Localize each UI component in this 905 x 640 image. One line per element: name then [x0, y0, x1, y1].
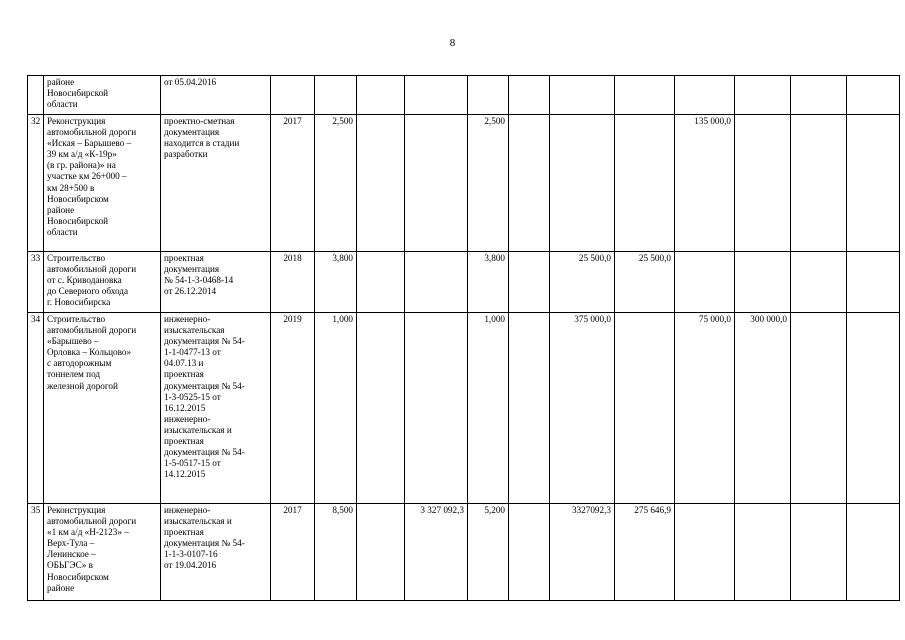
value-col-6-cell [791, 252, 847, 313]
object-name-line: 39 км а/д «К-19р» [47, 149, 117, 160]
documentation-line: 1-1-3-0107-16 [164, 549, 218, 560]
documentation-line: находится в стадии [164, 138, 240, 149]
length-col-cell [357, 504, 405, 601]
length-stage-cell: 3,800 [468, 252, 509, 313]
row-number-cell: 34 [28, 313, 44, 504]
value-col-4-cell [675, 504, 735, 601]
row-number-cell: 33 [28, 252, 44, 313]
value-col-1-cell [509, 313, 550, 504]
object-name-line: районе [47, 582, 75, 593]
value-col-5-cell [735, 76, 791, 115]
object-name-line: Верх-Тула – [47, 538, 95, 549]
object-name-line: от с. Криводановка [47, 275, 122, 286]
documentation-line: документация № 54- [164, 538, 245, 549]
documentation-line: изыскательская и [164, 424, 232, 435]
object-name-line: железной дорогой [47, 380, 118, 391]
length-col-cell [357, 252, 405, 313]
object-name-line: тоннелем под [47, 369, 101, 380]
documentation-cell [161, 76, 271, 115]
length-stage-cell: 5,200 [468, 504, 509, 601]
documentation-line: 14.12.2015 [164, 469, 206, 480]
row-number-cell: 32 [28, 115, 44, 252]
value-col-6-cell [791, 504, 847, 601]
documentation-line: инженерно- [164, 314, 211, 324]
value-col-3-cell [615, 313, 675, 504]
object-name-line: км 28+500 в [47, 182, 95, 193]
documentation-line: № 54-1-3-0468-14 [164, 275, 234, 286]
documentation-line: изыскательская и [164, 516, 232, 527]
value-col-3-cell: 275 646,9 [615, 504, 675, 601]
object-name-line: области [47, 99, 78, 110]
investment-table [27, 75, 900, 601]
object-name-line: районе [47, 204, 75, 215]
value-col-1-cell [509, 76, 550, 115]
value-col-6-cell [791, 76, 847, 115]
object-name-line: с автодорожным [47, 358, 112, 369]
value-col-1-cell [509, 252, 550, 313]
documentation-line: инженерно- [164, 413, 211, 424]
value-col-1-cell [509, 504, 550, 601]
table-row [28, 504, 900, 601]
documentation-line: инженерно- [164, 505, 211, 515]
object-name-line: Орловка – Кольцово» [47, 347, 132, 358]
object-name-line: автомобильной дороги [47, 127, 137, 138]
object-name-cell [44, 76, 161, 115]
table-row [28, 76, 900, 115]
year-cell: 2017 [271, 504, 315, 601]
object-name-line: Реконструкция [47, 505, 106, 515]
length-col-cell [357, 313, 405, 504]
object-name-cell [44, 313, 161, 504]
value-col-2-cell: 375 000,0 [550, 313, 615, 504]
object-name-line: автомобильной дороги [47, 516, 137, 527]
length-col-cell [357, 115, 405, 252]
object-name-cell [44, 252, 161, 313]
value-col-4-cell: 135 000,0 [675, 115, 735, 252]
empty-cell [847, 504, 900, 601]
value-col-4-cell [675, 76, 735, 115]
empty-cell [847, 76, 900, 115]
object-name-line: «Иская – Барышево – [47, 138, 132, 149]
year-cell: 2017 [271, 115, 315, 252]
documentation-line: документация № 54- [164, 447, 245, 458]
empty-cell [847, 252, 900, 313]
value-col-1-cell [509, 115, 550, 252]
value-col-3-cell: 25 500,0 [615, 252, 675, 313]
documentation-line: 1-3-0525-15 от [164, 391, 221, 402]
year-cell: 2018 [271, 252, 315, 313]
value-col-2-cell: 25 500,0 [550, 252, 615, 313]
cost-total-cell [405, 252, 468, 313]
length-col-cell [357, 76, 405, 115]
documentation-line: 16.12.2015 [164, 402, 206, 413]
object-name-cell [44, 115, 161, 252]
object-name-line: Новосибирской [47, 88, 109, 99]
object-name-line: Новосибирской [47, 215, 109, 226]
value-col-4-cell: 75 000,0 [675, 313, 735, 504]
object-name-line: Строительство [47, 314, 106, 324]
object-name-cell [44, 504, 161, 601]
cost-total-cell [405, 313, 468, 504]
object-name-line: Новосибирском [47, 193, 109, 204]
documentation-line: 1-5-0517-15 от [164, 458, 221, 469]
documentation-line: документация [164, 127, 220, 138]
documentation-cell [161, 313, 271, 504]
value-col-3-cell [615, 115, 675, 252]
documentation-line: проектная [164, 253, 204, 263]
year-cell: 2019 [271, 313, 315, 504]
object-name-line: «1 км а/д «Н-2123» – [47, 527, 129, 538]
documentation-line: разработки [164, 149, 208, 160]
empty-cell [847, 313, 900, 504]
documentation-line: от 05.04.2016 [164, 77, 217, 87]
object-name-line: автомобильной дороги [47, 264, 137, 275]
value-col-5-cell: 300 000,0 [735, 313, 791, 504]
documentation-line: от 19.04.2016 [164, 560, 217, 571]
cost-total-cell [405, 115, 468, 252]
row-number-cell [28, 76, 44, 115]
object-name-line: (в гр. района)» на [47, 160, 116, 171]
object-name-line: Реконструкция [47, 116, 106, 126]
length-total-cell: 8,500 [315, 504, 357, 601]
value-col-3-cell [615, 76, 675, 115]
documentation-cell [161, 504, 271, 601]
documentation-line: проектная [164, 527, 204, 538]
empty-cell [847, 115, 900, 252]
documentation-cell [161, 252, 271, 313]
documentation-line: документация [164, 264, 220, 275]
table-body [28, 76, 900, 601]
table-row [28, 252, 900, 313]
value-col-5-cell [735, 115, 791, 252]
value-col-6-cell [791, 115, 847, 252]
documentation-line: изыскательская [164, 325, 225, 336]
documentation-line: проектная [164, 436, 204, 447]
length-total-cell: 3,800 [315, 252, 357, 313]
table-row [28, 313, 900, 504]
length-stage-cell [468, 76, 509, 115]
value-col-2-cell: 3327092,3 [550, 504, 615, 601]
object-name-line: ОБЬГЭС» в [47, 560, 93, 571]
documentation-line: проектная [164, 369, 204, 380]
length-stage-cell: 2,500 [468, 115, 509, 252]
length-stage-cell: 1,000 [468, 313, 509, 504]
documentation-line: документация № 54- [164, 336, 245, 347]
page-number: 8 [449, 37, 456, 49]
row-number-cell: 35 [28, 504, 44, 601]
value-col-2-cell [550, 115, 615, 252]
value-col-6-cell [791, 313, 847, 504]
object-name-line: до Северного обхода [47, 286, 129, 297]
object-name-line: автомобильной дороги [47, 325, 137, 336]
value-col-4-cell [675, 252, 735, 313]
object-name-line: участке км 26+000 – [47, 171, 127, 182]
value-col-5-cell [735, 252, 791, 313]
value-col-5-cell [735, 504, 791, 601]
documentation-line: проектно-сметная [164, 116, 235, 126]
object-name-line: Строительство [47, 253, 106, 263]
documentation-line: 04.07.13 и [164, 358, 204, 369]
documentation-line: от 26.12.2014 [164, 286, 217, 297]
object-name-line: «Барышево – [47, 336, 99, 347]
length-total-cell: 1,000 [315, 313, 357, 504]
documentation-line: документация № 54- [164, 380, 245, 391]
object-name-line: Ленинское – [47, 549, 96, 560]
cost-total-cell [405, 76, 468, 115]
object-name-line: области [47, 226, 78, 237]
length-total-cell [315, 76, 357, 115]
table-row [28, 115, 900, 252]
year-cell [271, 76, 315, 115]
object-name-line: г. Новосибирска [47, 297, 111, 308]
value-col-2-cell [550, 76, 615, 115]
documentation-cell [161, 115, 271, 252]
object-name-line: районе [47, 77, 75, 87]
cost-total-cell: 3 327 092,3 [405, 504, 468, 601]
documentation-line: 1-1-0477-13 от [164, 347, 221, 358]
length-total-cell: 2,500 [315, 115, 357, 252]
object-name-line: Новосибирском [47, 571, 109, 582]
